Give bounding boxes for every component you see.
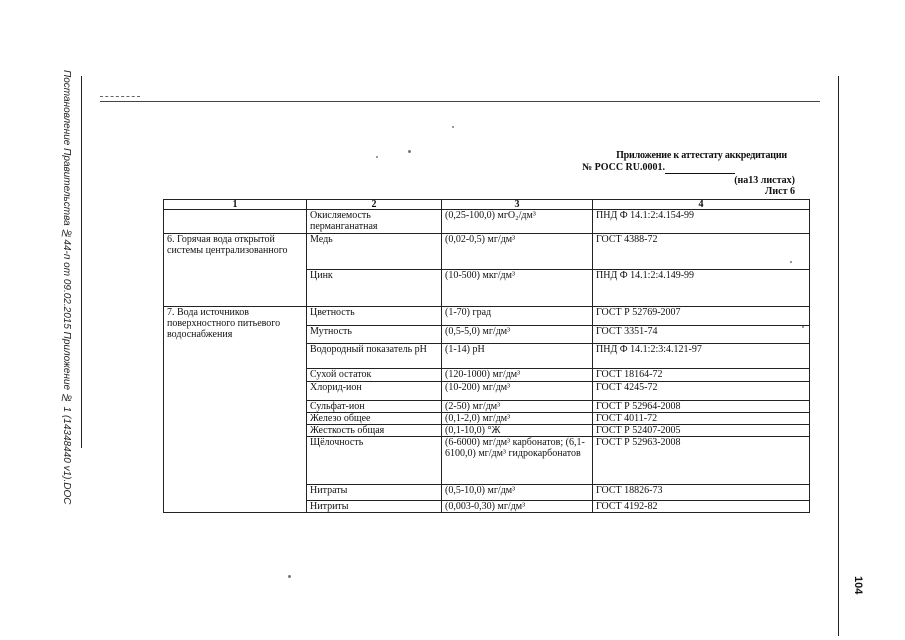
method-cell: ГОСТ 18164-72 xyxy=(593,369,810,382)
range-cell: (1-70) град xyxy=(442,307,593,326)
indicator-cell: Сухой остаток xyxy=(307,369,442,382)
right-margin-line xyxy=(838,76,839,636)
left-margin-line xyxy=(81,76,82,448)
range-cell: (0,5-5,0) мг/дм³ xyxy=(442,326,593,344)
indicator-cell: Сульфат-ион xyxy=(307,401,442,413)
column-header: 3 xyxy=(442,200,593,210)
method-cell: ПНД Ф 14.1:2:4.154-99 xyxy=(593,210,810,234)
method-cell: ГОСТ 4192-82 xyxy=(593,501,810,513)
group-cell: 6. Горячая вода открытой системы централизованного xyxy=(164,234,307,307)
header-rule-dash xyxy=(100,96,140,97)
method-cell: ПНД Ф 14.1:2:3:4.121-97 xyxy=(593,344,810,369)
indicator-cell: Щёлочность xyxy=(307,437,442,485)
appendix-title: Приложение к аттестату аккредитации xyxy=(616,150,787,161)
scan-speck xyxy=(452,126,454,128)
header-rule xyxy=(100,101,820,102)
table-row xyxy=(164,210,810,234)
range-cell: (0,1-10,0) °Ж xyxy=(442,425,593,437)
method-cell: ГОСТ 4245-72 xyxy=(593,382,810,401)
side-caption: Постановление Правительства №44-п от 09.02.2015 Приложение № 1 (14348440 v1).DOC xyxy=(61,70,72,505)
table-row xyxy=(164,307,810,326)
sheet-number: Лист 6 xyxy=(764,186,795,197)
number-underline xyxy=(665,164,735,174)
table-row xyxy=(164,234,810,270)
range-cell: (10-200) мг/дм³ xyxy=(442,382,593,401)
column-header: 2 xyxy=(307,200,442,210)
range-cell: (2-50) мг/дм³ xyxy=(442,401,593,413)
range-cell: (0,02-0,5) мг/дм³ xyxy=(442,234,593,270)
indicator-cell: Железо общее xyxy=(307,413,442,425)
page-number: 104 xyxy=(852,576,864,595)
group-cell xyxy=(164,210,307,234)
indicator-cell: Медь xyxy=(307,234,442,270)
indicator-cell: Цветность xyxy=(307,307,442,326)
range-cell: (0,1-2,0) мг/дм³ xyxy=(442,413,593,425)
column-header: 4 xyxy=(593,200,810,210)
method-cell: ГОСТ 4011-72 xyxy=(593,413,810,425)
method-cell: ГОСТ Р 52407-2005 xyxy=(593,425,810,437)
indicator-cell: Жесткость общая xyxy=(307,425,442,437)
range-cell: (0,25-100,0) мгО₂/дм³ xyxy=(442,210,593,234)
table-header-row xyxy=(164,200,810,210)
method-cell: ГОСТ Р 52964-2008 xyxy=(593,401,810,413)
scan-speck xyxy=(288,575,291,578)
scan-speck xyxy=(408,150,411,153)
range-cell: (10-500) мкг/дм³ xyxy=(442,270,593,307)
method-cell: ПНД Ф 14.1:2:4.149-99 xyxy=(593,270,810,307)
range-cell: (120-1000) мг/дм³ xyxy=(442,369,593,382)
indicator-cell: Нитриты xyxy=(307,501,442,513)
range-cell: (6-6000) мг/дм³ карбонатов; (6,1-6100,0) мг/дм³ гидрокарбонатов xyxy=(442,437,593,485)
certificate-number-line xyxy=(582,162,735,174)
indicator-cell: Хлорид-ион xyxy=(307,382,442,401)
method-cell: ГОСТ 18826-73 xyxy=(593,485,810,501)
range-cell: (1-14) pH xyxy=(442,344,593,369)
method-cell: ГОСТ Р 52769-2007 xyxy=(593,307,810,326)
indicator-cell: Мутность xyxy=(307,326,442,344)
appendix-header xyxy=(582,150,787,174)
group-cell: 7. Вода источников поверхностного питьевого водоснабжения xyxy=(164,307,307,513)
indicator-cell: Цинк xyxy=(307,270,442,307)
range-cell: (0,003-0,30) мг/дм³ xyxy=(442,501,593,513)
sheet-total: (на13 листах) xyxy=(734,175,795,186)
indicator-cell: Нитраты xyxy=(307,485,442,501)
certificate-number: № РОСС RU.0001. xyxy=(582,162,665,173)
sheet-info xyxy=(734,175,795,197)
indicator-cell: Водородный показатель pH xyxy=(307,344,442,369)
range-cell: (0,5-10,0) мг/дм³ xyxy=(442,485,593,501)
methods-table xyxy=(163,199,810,513)
method-cell: ГОСТ 4388-72 xyxy=(593,234,810,270)
method-cell: ГОСТ 3351-74 xyxy=(593,326,810,344)
method-cell: ГОСТ Р 52963-2008 xyxy=(593,437,810,485)
scan-speck xyxy=(376,156,378,158)
indicator-cell: Окисляемость перманганатная xyxy=(307,210,442,234)
column-header: 1 xyxy=(164,200,307,210)
